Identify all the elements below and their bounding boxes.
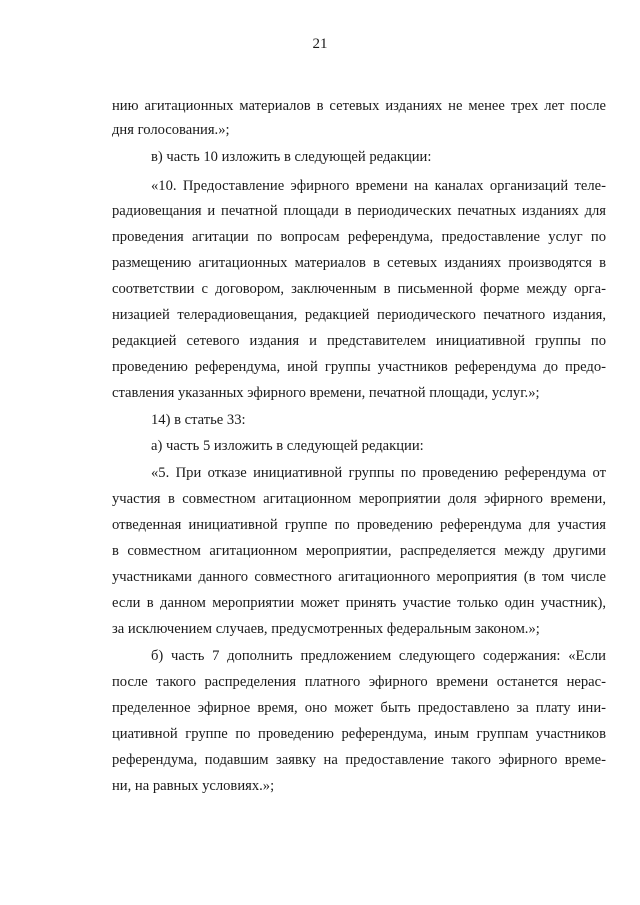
- text-line: после такого распределения платного эфирного времени останется нерас-: [112, 674, 606, 690]
- text-line: ставления указанных эфирного времени, печатной площади, услуг.»;: [112, 385, 540, 401]
- text-line: низацией телерадиовещания, редакцией периодического печатного издания,: [112, 307, 606, 323]
- text-line: в совместном агитационном мероприятии, распределяется между другими: [112, 543, 606, 559]
- text-line: б) часть 7 дополнить предложением следующего содержания: «Если: [151, 648, 606, 664]
- text-line: референдума, подавшим заявку на предоставление такого эфирного време-: [112, 752, 606, 768]
- text-line: а) часть 5 изложить в следующей редакции:: [151, 438, 424, 454]
- text-line: размещению агитационных материалов в сетевых изданиях производятся в: [112, 255, 606, 271]
- text-line: «10. Предоставление эфирного времени на каналах организаций теле-: [151, 178, 606, 194]
- text-line: дня голосования.»;: [112, 122, 230, 138]
- text-line: редакцией сетевого издания и представителем инициативной группы по: [112, 333, 606, 349]
- text-line: отведенная инициативной группе по проведению референдума для участия: [112, 517, 606, 533]
- text-line: участниками данного совместного агитационного мероприятия (в том числе: [112, 569, 606, 585]
- page-number: 21: [312, 36, 328, 52]
- text-line: в) часть 10 изложить в следующей редакции:: [151, 149, 432, 165]
- text-line: циативной группе по проведению референдума, иным группам участников: [112, 726, 606, 742]
- text-line: соответствии с договором, заключенным в письменной форме между орга-: [112, 281, 606, 297]
- text-line: «5. При отказе инициативной группы по проведению референдума от: [151, 465, 606, 481]
- text-line: пределенное эфирное время, оно может быть предоставлено за плату ини-: [112, 700, 606, 716]
- text-line: если в данном мероприятии может принять участие только один участник),: [112, 595, 606, 611]
- text-line: радиовещания и печатной площади в периодических печатных изданиях для: [112, 203, 606, 219]
- text-line: ни, на равных условиях.»;: [112, 778, 275, 794]
- text-line: проведения агитации по вопросам референдума, предоставление услуг по: [112, 229, 606, 245]
- text-line: нию агитационных материалов в сетевых изданиях не менее трех лет после: [112, 98, 606, 114]
- text-line: участия в совместном агитационном мероприятии доля эфирного времени,: [112, 491, 606, 507]
- text-line: проведению референдума, иной группы участников референдума до предо-: [112, 359, 606, 375]
- text-line: 14) в статье 33:: [151, 412, 246, 428]
- text-line: за исключением случаев, предусмотренных федеральным законом.»;: [112, 621, 540, 637]
